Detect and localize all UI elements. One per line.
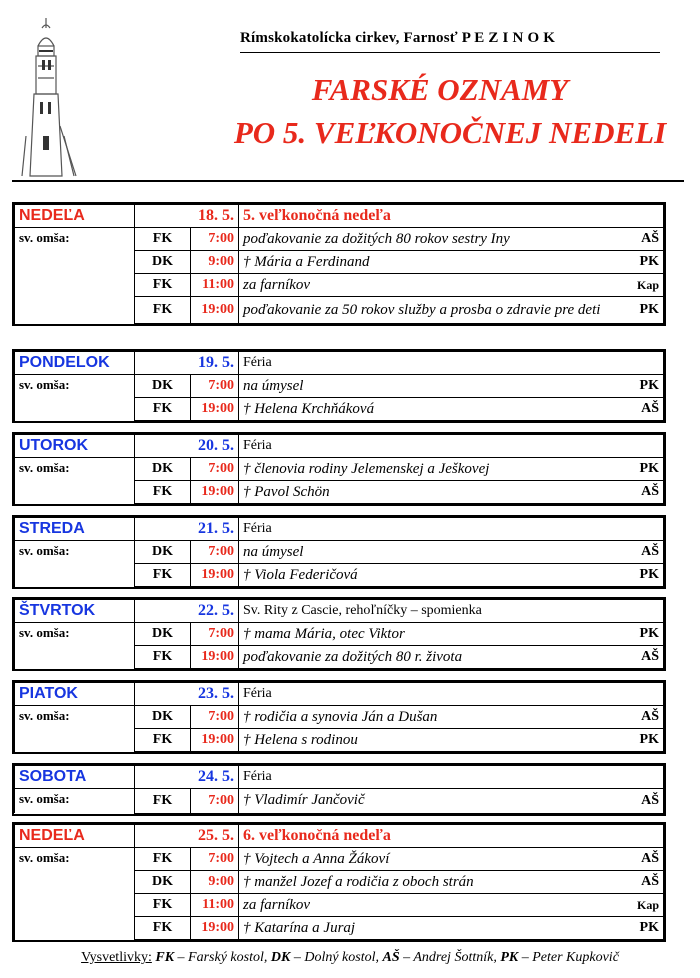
church-code: FK: [135, 646, 191, 669]
day-block: [12, 432, 666, 506]
day-name: ŠTVRTOK: [15, 600, 135, 623]
mass-row: [15, 541, 664, 564]
mass-time: 7:00: [191, 623, 239, 646]
mass-intention: † Helena Krchňáková: [239, 398, 624, 421]
day-block: [12, 597, 666, 671]
church-code: FK: [135, 274, 191, 297]
day-block: [12, 822, 666, 942]
mass-label: sv. omša:: [15, 228, 135, 324]
mass-time: 9:00: [191, 251, 239, 274]
mass-time: 7:00: [191, 228, 239, 251]
mass-label: sv. omša:: [15, 375, 135, 421]
mass-intention: za farníkov: [239, 274, 624, 297]
church-code: DK: [135, 458, 191, 481]
priest-code: AŠ: [624, 848, 664, 871]
priest-code: AŠ: [623, 541, 663, 564]
mass-time: 19:00: [191, 646, 239, 669]
mass-row: [15, 228, 664, 251]
priest-code: PK: [623, 375, 663, 398]
day-date: 23. 5.: [135, 683, 239, 706]
mass-intention: † Helena s rodinou: [239, 729, 624, 752]
church-code: DK: [135, 706, 191, 729]
mass-intention: † členovia rodiny Jelemenskej a Ješkovej: [239, 458, 624, 481]
day-name: STREDA: [15, 518, 135, 541]
day-block: [12, 763, 666, 816]
day-feast: Féria: [239, 683, 664, 706]
mass-time: 7:00: [191, 848, 239, 871]
priest-code: AŠ: [624, 228, 664, 251]
mass-intention: na úmysel: [239, 375, 624, 398]
day-feast: 6. veľkonočná nedeľa: [239, 825, 664, 848]
mass-time: 7:00: [191, 458, 239, 481]
day-feast: Féria: [239, 518, 664, 541]
mass-time: 7:00: [191, 541, 239, 564]
header-divider: [12, 180, 684, 182]
day-date: 21. 5.: [135, 518, 239, 541]
mass-intention: † Viola Federičová: [239, 564, 624, 587]
mass-row: [15, 458, 664, 481]
mass-intention: na úmysel: [239, 541, 624, 564]
priest-code: AŠ: [624, 871, 664, 894]
priest-code: AŠ: [623, 789, 663, 814]
church-code: DK: [135, 251, 191, 274]
church-code: FK: [135, 564, 191, 587]
legend: [0, 950, 700, 966]
mass-intention: † Pavol Schön: [239, 481, 624, 504]
legend-abbr: FK: [155, 950, 175, 965]
church-code: FK: [135, 917, 191, 940]
mass-intention: † Katarína a Juraj: [239, 917, 624, 940]
mass-intention: za farníkov: [239, 894, 624, 917]
page-title-line1: FARSKÉ OZNAMY: [311, 72, 569, 107]
church-code: FK: [135, 297, 191, 324]
day-name: NEDEĽA: [15, 825, 135, 848]
mass-label: sv. omša:: [15, 789, 135, 814]
church-code: FK: [135, 228, 191, 251]
priest-code: AŠ: [623, 481, 663, 504]
church-code: DK: [135, 871, 191, 894]
priest-code: PK: [624, 251, 664, 274]
priest-code: Kap: [624, 274, 664, 297]
day-feast: Féria: [239, 435, 664, 458]
day-block: [12, 515, 666, 589]
mass-label: sv. omša:: [15, 623, 135, 669]
mass-label: sv. omša:: [15, 458, 135, 504]
priest-code: PK: [623, 564, 663, 587]
legend-abbr: PK: [500, 950, 519, 965]
legend-text: – Dolný kostol,: [290, 950, 383, 965]
mass-intention: poďakovanie za 50 rokov služby a prosba o zdravie pre deti: [239, 297, 624, 324]
mass-time: 19:00: [191, 481, 239, 504]
church-code: DK: [135, 623, 191, 646]
day-feast: Sv. Rity z Cascie, rehoľníčky – spomienka: [239, 600, 664, 623]
priest-code: PK: [623, 729, 663, 752]
priest-code: AŠ: [623, 706, 663, 729]
mass-row: [15, 789, 664, 814]
mass-time: 7:00: [191, 706, 239, 729]
day-date: 22. 5.: [135, 600, 239, 623]
day-name: SOBOTA: [15, 766, 135, 789]
mass-time: 11:00: [191, 894, 239, 917]
church-code: DK: [135, 541, 191, 564]
mass-label: sv. omša:: [15, 706, 135, 752]
day-name: NEDEĽA: [15, 205, 135, 228]
mass-intention: † mama Mária, otec Viktor: [239, 623, 624, 646]
church-code: FK: [135, 398, 191, 421]
mass-label: sv. omša:: [15, 848, 135, 940]
day-date: 25. 5.: [135, 825, 239, 848]
mass-time: 19:00: [191, 564, 239, 587]
day-name: PONDELOK: [15, 352, 135, 375]
header-underline: [240, 52, 660, 53]
legend-text: – Andrej Šottník,: [399, 950, 501, 965]
day-block: [12, 680, 666, 754]
legend-text: – Peter Kupkovič: [518, 950, 619, 965]
mass-intention: † Vladimír Jančovič: [239, 789, 624, 814]
mass-intention: † manžel Jozef a rodičia z oboch strán: [239, 871, 624, 894]
mass-time: 19:00: [191, 917, 239, 940]
day-date: 24. 5.: [135, 766, 239, 789]
church-code: FK: [135, 848, 191, 871]
mass-row: [15, 706, 664, 729]
mass-row: [15, 623, 664, 646]
church-code: FK: [135, 894, 191, 917]
mass-time: 19:00: [191, 398, 239, 421]
legend-abbr: AŠ: [382, 950, 400, 965]
mass-time: 7:00: [191, 789, 239, 814]
day-name: UTOROK: [15, 435, 135, 458]
priest-code: AŠ: [623, 646, 663, 669]
mass-intention: poďakovanie za dožitých 80 r. života: [239, 646, 624, 669]
church-code: FK: [135, 481, 191, 504]
day-name: PIATOK: [15, 683, 135, 706]
day-block: [12, 202, 666, 326]
legend-text: – Farský kostol,: [174, 950, 271, 965]
priest-code: PK: [624, 297, 664, 324]
mass-time: 7:00: [191, 375, 239, 398]
mass-intention: † Mária a Ferdinand: [239, 251, 624, 274]
day-feast: Féria: [239, 766, 664, 789]
mass-intention: † Vojtech a Anna Žákoví: [239, 848, 624, 871]
church-code: FK: [135, 729, 191, 752]
priest-code: PK: [624, 917, 664, 940]
mass-time: 19:00: [191, 729, 239, 752]
priest-code: AŠ: [623, 398, 663, 421]
day-date: 19. 5.: [135, 352, 239, 375]
day-feast: 5. veľkonočná nedeľa: [239, 205, 664, 228]
church-code: FK: [135, 789, 191, 814]
priest-code: Kap: [624, 894, 664, 917]
mass-label: sv. omša:: [15, 541, 135, 587]
church-code: DK: [135, 375, 191, 398]
day-block: [12, 349, 666, 423]
day-feast: Féria: [239, 352, 664, 375]
priest-code: PK: [623, 458, 663, 481]
mass-intention: poďakovanie za dožitých 80 rokov sestry Iny: [239, 228, 624, 251]
legend-abbr: DK: [270, 950, 291, 965]
mass-row: [15, 848, 664, 871]
mass-intention: † rodičia a synovia Ján a Dušan: [239, 706, 624, 729]
day-date: 18. 5.: [135, 205, 239, 228]
mass-time: 11:00: [191, 274, 239, 297]
page-title-line2: PO 5. VEĽKONOČNEJ NEDELI: [233, 115, 667, 150]
organization-name: Rímskokatolícka cirkev, Farnosť P E Z I N O K: [240, 30, 556, 46]
priest-code: PK: [623, 623, 663, 646]
mass-row: [15, 375, 664, 398]
day-date: 20. 5.: [135, 435, 239, 458]
mass-time: 19:00: [191, 297, 239, 324]
mass-time: 9:00: [191, 871, 239, 894]
legend-label: Vysvetlivky:: [81, 950, 152, 965]
